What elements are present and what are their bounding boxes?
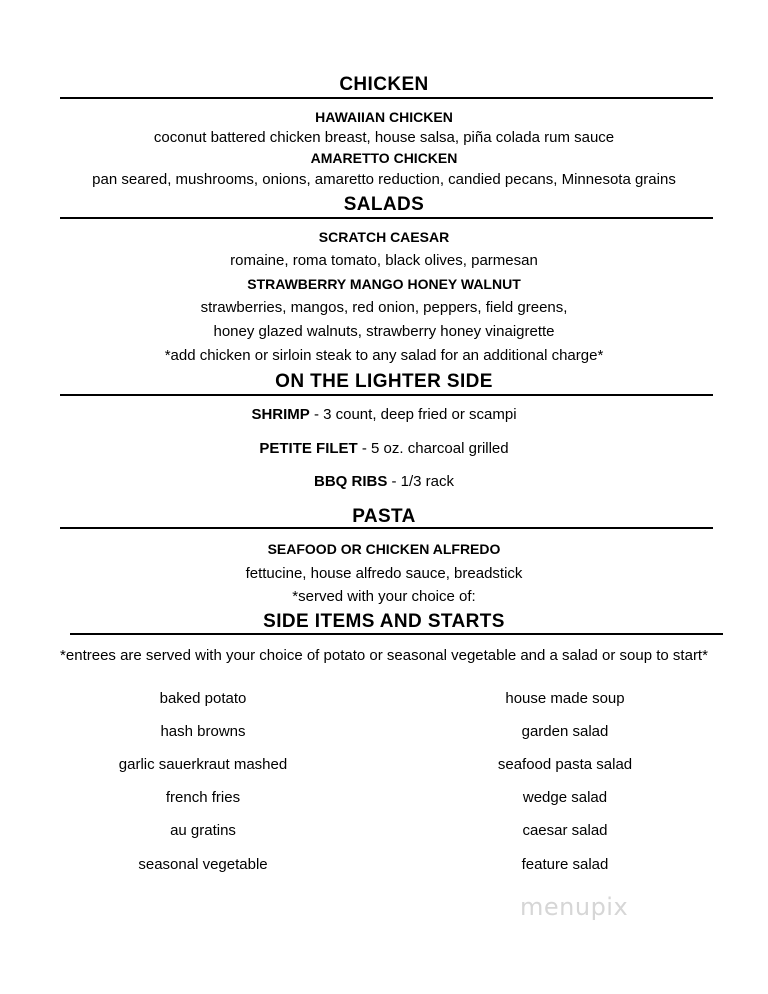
side-item: baked potato — [159, 690, 247, 707]
side-item: garlic sauerkraut mashed — [118, 756, 288, 773]
lighter-item-bbq-ribs — [0, 473, 768, 490]
item-name-amaretto-chicken: AMARETTO CHICKEN — [310, 150, 458, 166]
item-desc-hawaiian-chicken: coconut battered chicken breast, house salsa, piña colada rum sauce — [153, 129, 615, 146]
section-divider — [60, 394, 713, 396]
menupix-watermark: menupix — [520, 893, 629, 921]
section-title-lighter-side: ON THE LIGHTER SIDE — [275, 371, 493, 392]
starter-item: seafood pasta salad — [497, 756, 633, 773]
sides-note: *entrees are served with your choice of potato or seasonal vegetable and a salad or soup to start* — [60, 647, 708, 664]
starter-item: feature salad — [521, 856, 609, 873]
lighter-item-petite-filet — [0, 440, 768, 457]
section-divider — [70, 633, 723, 635]
item-name-alfredo: SEAFOOD OR CHICKEN ALFREDO — [267, 541, 501, 557]
section-divider — [60, 97, 713, 99]
pasta-note: *served with your choice of: — [292, 588, 476, 605]
section-title-side-items: SIDE ITEMS AND STARTS — [263, 611, 505, 632]
section-title-chicken: CHICKEN — [339, 74, 429, 95]
side-item: seasonal vegetable — [138, 856, 268, 873]
section-title-pasta: PASTA — [352, 506, 416, 527]
starter-item: caesar salad — [522, 822, 608, 839]
item-name-petite-filet: PETITE FILET — [259, 440, 358, 457]
side-item: au gratins — [170, 822, 236, 839]
starter-item: wedge salad — [522, 789, 608, 806]
item-desc-scratch-caesar: romaine, roma tomato, black olives, parmesan — [230, 252, 538, 269]
item-desc-strawberry-mango-2: honey glazed walnuts, strawberry honey vinaigrette — [213, 323, 555, 340]
item-desc-strawberry-mango-1: strawberries, mangos, red onion, peppers, field greens, — [200, 299, 568, 316]
item-name-hawaiian-chicken: HAWAIIAN CHICKEN — [315, 109, 453, 125]
salads-note: *add chicken or sirloin steak to any salad for an additional charge* — [164, 347, 604, 364]
item-desc-alfredo: fettucine, house alfredo sauce, breadstick — [245, 565, 523, 582]
lighter-item-shrimp — [0, 406, 768, 423]
item-name-bbq-ribs: BBQ RIBS — [313, 473, 388, 490]
item-desc-amaretto-chicken: pan seared, mushrooms, onions, amaretto reduction, candied pecans, Minnesota grains — [92, 171, 676, 188]
item-name-scratch-caesar: SCRATCH CAESAR — [318, 229, 450, 245]
item-desc-shrimp: - 3 count, deep fried or scampi — [309, 406, 517, 423]
item-desc-petite-filet: - 5 oz. charcoal grilled — [357, 440, 509, 457]
side-item: hash browns — [160, 723, 246, 740]
starter-item: garden salad — [521, 723, 609, 740]
item-desc-bbq-ribs: - 1/3 rack — [387, 473, 455, 490]
side-item: french fries — [165, 789, 241, 806]
section-title-salads: SALADS — [343, 194, 425, 215]
section-divider — [60, 217, 713, 219]
section-divider — [60, 527, 713, 529]
starter-item: house made soup — [505, 690, 625, 707]
item-name-strawberry-mango: STRAWBERRY MANGO HONEY WALNUT — [247, 276, 521, 292]
item-name-shrimp: SHRIMP — [251, 406, 310, 423]
